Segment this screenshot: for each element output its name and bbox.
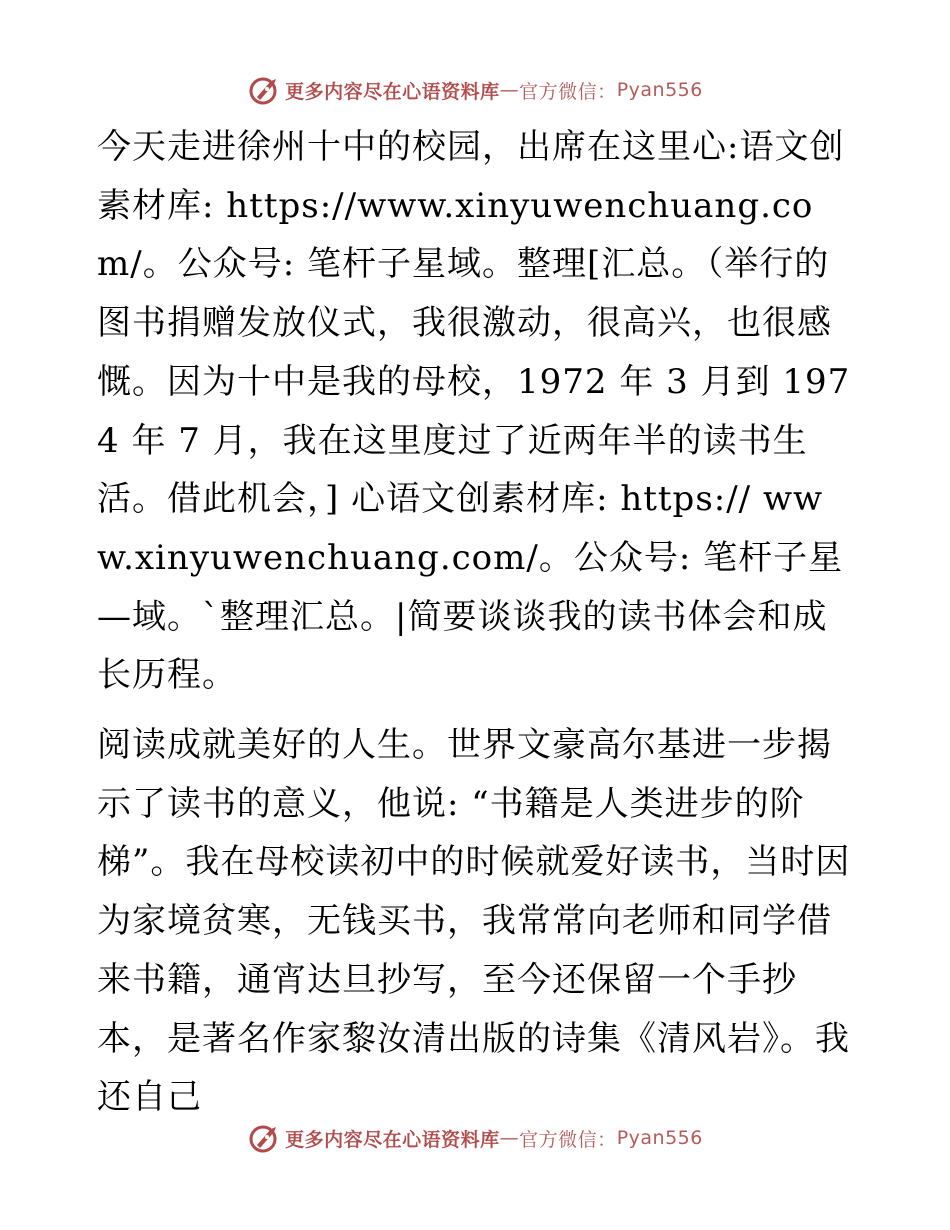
banner-brand-text: 更多内容尽在心语资料库	[285, 80, 500, 103]
footer-banner	[0, 1118, 950, 1158]
banner-brand-text: 更多内容尽在心语资料库	[285, 1128, 500, 1151]
pen-nib-circle-logo-icon	[247, 73, 281, 107]
banner-wechat-id: Pyan556	[616, 79, 703, 101]
pen-nib-circle-logo-icon	[247, 1121, 281, 1155]
paragraph-1: 今天走进徐州十中的校园，出席在这里心:语文创素材库: https://www.xinyuwenchuang.com/。公众号: 笔杆子星域。整理[汇总。（举行的图书捐赠发放仪式，我很激动，很高兴，也很感慨。因为十中是我的母校，1972 年 3 月到 1974 年 7 月，我在这里度过了近两年半的读书生活。借此机会，] 心语文创素材库: https:// www.xinyuwenchuang.com/。公众号: 笔杆子星—域。`整理汇总。|简要谈谈我的读书体会和成长历程。	[97, 127, 851, 696]
header-banner	[0, 70, 950, 110]
banner-wechat-label: 官方微信：	[519, 80, 617, 103]
banner-wechat-id: Pyan556	[616, 1127, 703, 1149]
paragraph-2: 阅读成就美好的人生。世界文豪高尔基进一步揭示了读书的意义，他说: “书籍是人类进步的阶梯”。我在母校读初中的时候就爱好读书，当时因为家境贫寒，无钱买书，我常常向老师和同学借来书籍，通宵达旦抄写，至今还保留一个手抄本，是著名作家黎汝清出版的诗集《清风岩》。我还自己	[97, 725, 851, 1118]
banner-separator: —	[499, 79, 520, 101]
document-body	[97, 118, 857, 1127]
banner-wechat-label: 官方微信：	[519, 1128, 617, 1151]
banner-separator: —	[499, 1127, 520, 1149]
